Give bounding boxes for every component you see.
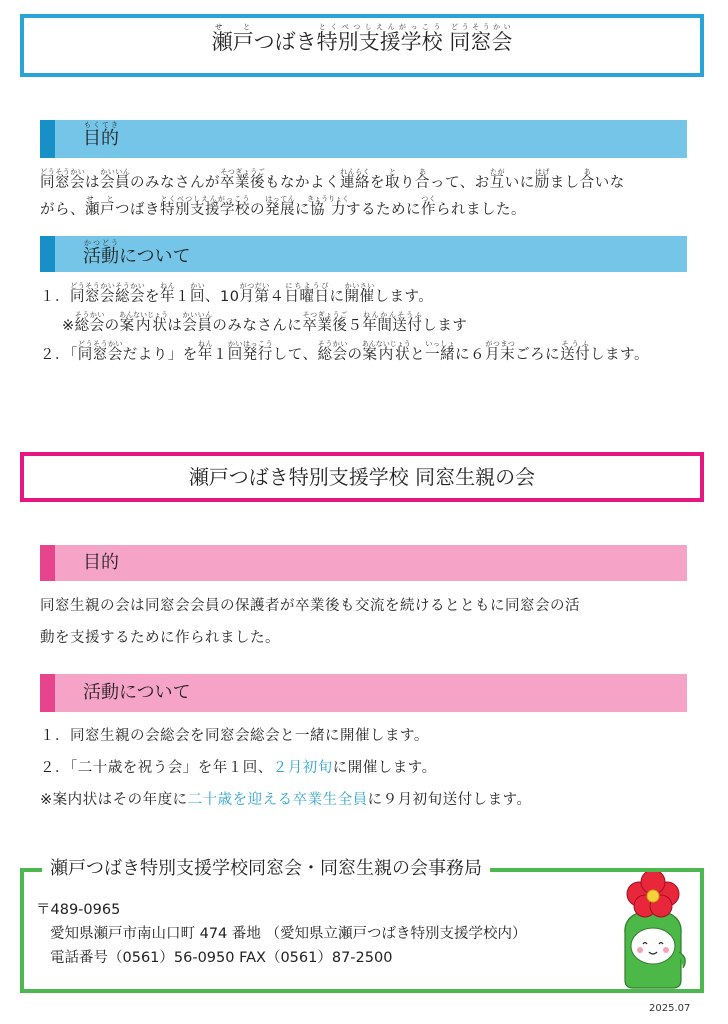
parents-purpose-heading: 目的 [40,545,687,581]
highlight-recipients: 二十歳を迎える卒業生全員 [187,792,368,808]
office-phone: 電話番号（0561）56-0950 FAX（0561）87-2500 [50,950,393,966]
parents-activity-note: ※案内状はその年度に二十歳を迎える卒業生全員に９月初旬送付します。 [40,792,532,808]
parents-activity-item-2: ２．「二十歳を祝う会」を年１回、２月初旬に開催します。 [40,760,437,776]
alumni-purpose-text: 同窓会どうそうかいは会員かいいんのみなさんが卒業後そつぎょうごもなかよく連絡れんらくを取とり合あって、お互たがいに励はげまし合あいな がら、瀬戸せ とつばき特別支援学校とくべつしえんがっこうの発展はってんに協力きょうりょくするために作つくられました。 [40,168,625,218]
alumni-activities-heading: 活動かつどうについて [40,236,687,272]
parents-purpose-line-1: 同窓生親の会は同窓会会員の保護者が卒業後も交流を続けるとともに同窓会の活 [40,598,580,614]
mascot-illustration [615,872,691,992]
mascot-flower [627,872,679,917]
parents-purpose-text [40,590,700,654]
alumni-activities-list [40,282,700,369]
alumni-purpose-heading: 目的もくてき [40,120,687,158]
parents-purpose-line-2: 動を支援するために作られました。 [40,630,280,646]
office-address: 愛知県瀬戸市南山口町 474 番地 （愛知県立瀬戸つばき特別支援学校内） [50,926,527,942]
alumni-activity-note: ※総会そうかいの案内状あんないじょうは会員かいいんのみなさんに卒業後そつぎょうご５年間送付ねんかんそうふします [62,311,468,334]
alumni-activity-item-2: ２．「同窓会どうそうかいだより」を年ねん１回かい発行はっこうして、総会そうかいの案内状あんないじょうと一緒いっしょに６月末がつまつごろに送付そうふします。 [40,340,649,363]
parents-activities-heading: 活動について [40,674,687,712]
highlight-date: ２月初旬 [272,760,333,776]
office-box [20,858,704,993]
mascot-face [631,928,675,964]
parents-activity-item-1: １．同窓生親の会総会を同窓会総会と一緒に開催します。 [40,728,429,744]
office-postal: 〒489-0965 [36,902,121,918]
parents-title: 瀬戸つばき特別支援学校 同窓生親の会 [20,452,704,502]
alumni-title: 瀬戸せ とつばき特別支援学校とくべつしえんがっこう 同窓会どうそうかい [20,14,704,77]
alumni-activity-item-1: １．同窓会総会どうそうかいそうかいを年ねん１回かい、10月第がつだい４日曜日にちようびに開催かいさいします。 [40,282,434,305]
office-title: 瀬戸つばき特別支援学校同窓会・同窓生親の会事務局 [42,854,490,884]
parents-activities-list [40,720,700,816]
issue-date: 2025.07 [649,1003,691,1014]
